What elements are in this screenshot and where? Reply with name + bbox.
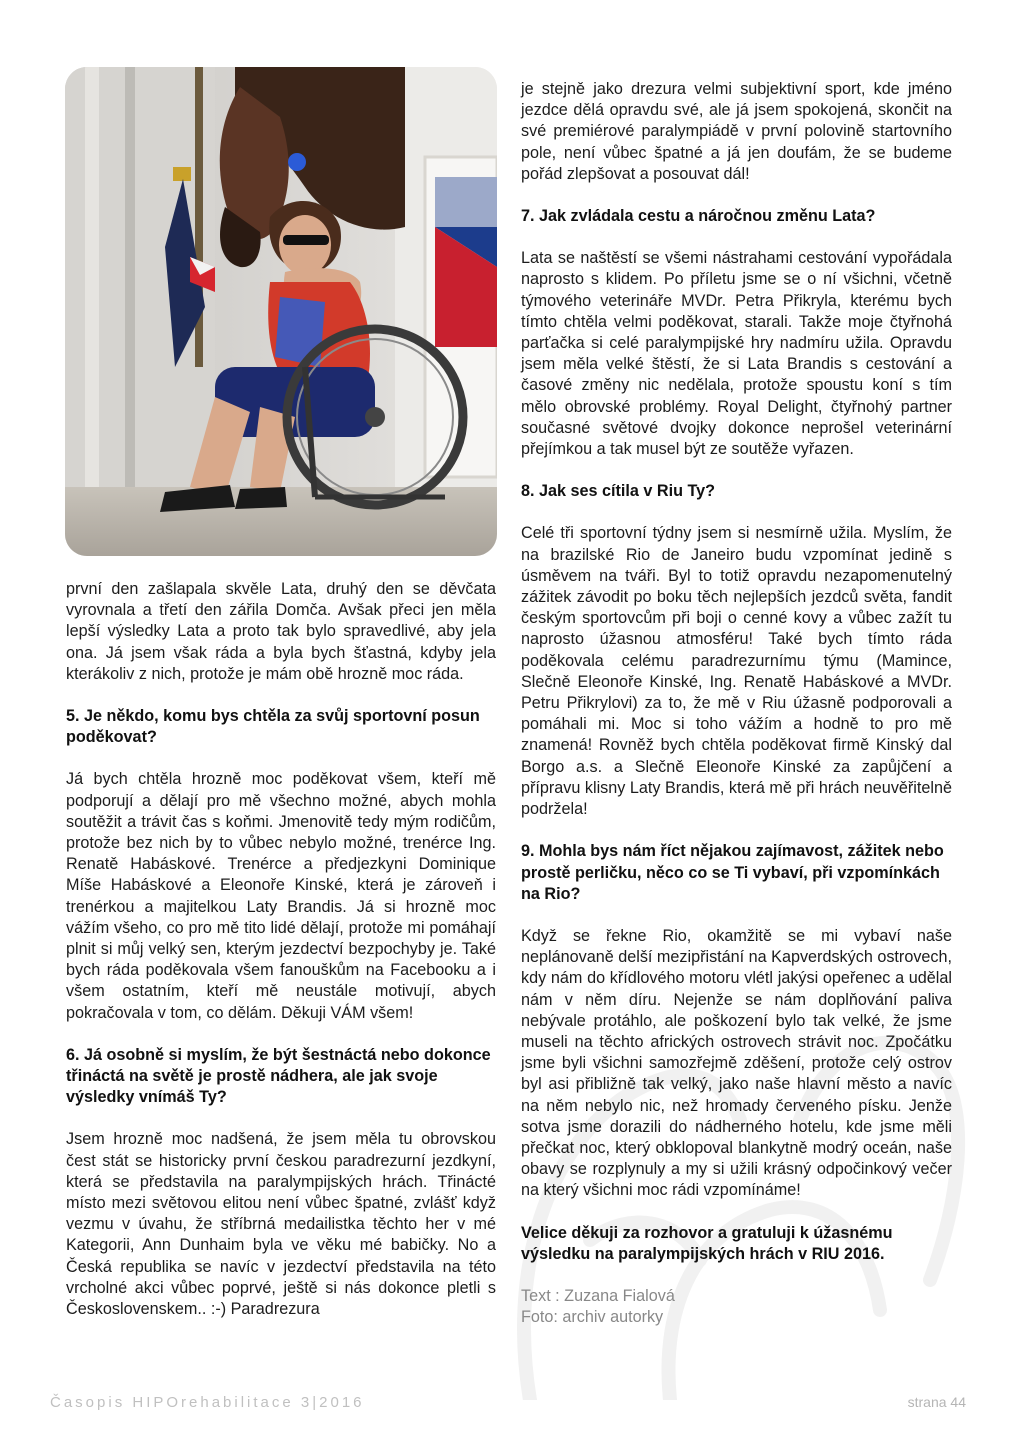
right-column (521, 79, 952, 1328)
answer-6-continued: je stejně jako drezura velmi subjektivní sport, kde jméno jezdce dělá opravdu své, ale já jsem spokojená, skončit na své premiérové paralympiádě v první polovině startovního pole, není vůbec špatné a já jen doufám, že se budeme pořád zlepšovat a posouvat dál! (521, 80, 952, 183)
left-column (66, 579, 496, 1341)
answer-8: Celé tři sportovní týdny jsem si nesmírně užila. Myslím, že na brazilské Rio de Janeiro budu vzpomínat jedině s úsměvem na tváři. Byl to totiž opravdu nezapomenutelný zážitek závodit po boku těch nejlepších jezdců světa, fandit českým sportovcům při boji o cenné kovy a vůbec zažít tu naprosto úžasnou atmosféru! Také bych tímto ráda poděkovala celému paradrezurnímu týmu (Mamince, Slečně Eleonoře Kinské, Ing. Renatě Habáskové a MVDr. Petru Přikrylovi) za to, že mě v Riu úžasně podporovali a pomáhali mi. Moc si toho vážím a hodně to pro mě znamená! Rovněž bych chtěla poděkovat firmě Kinský dal Borgo a.s. a Slečně Eleonoře Kinské za zapůjčení a přípravu klisny Laty Brandis, která mě při hrách neuvěřitelně podržela! (521, 524, 952, 819)
footer-magazine-title: Časopis HIPOrehabilitace 3|2016 (50, 1394, 365, 1411)
answer-5: Já bych chtěla hrozně moc poděkovat všem, kteří mě podporují a dělají pro mě všechno možné, abych mohla soutěžit a trávit čas s koňmi. Jmenovitě tedy mým rodičům, protože bez nich by to vůbec nebylo možné, trenérce Ing. Renatě Habáskové. Trenérce a předjezkyni Dominique Míše Habáskové a Eleonoře Kinské, která je zároveň i trenérkou a majitelkou Laty Brandis. Já si hrozně moc vážím všeho, co pro mě tito lidé dělají, protože mi pomáhají plnit si můj velký sen, kterým jezdectví bezpochyby je. Také bych ráda poděkovala všem fanouškům na Facebooku a i všem ostatním, kteří mě neustále motivují, abych pokračovala v tom, co dělám. Děkuji VÁM všem! (66, 770, 496, 1022)
question-5: 5. Je někdo, komu bys chtěla za svůj sportovní posun poděkovat? (66, 707, 480, 747)
paragraph-intro: první den zašlapala skvěle Lata, druhý den se děvčata vyrovnala a třetí den zářila Domča. Avšak přeci jen měla lepší výsledky Lata a proto tak bylo spravedlivé, aby jela ona. Já jsem však ráda a byla bych šťastná, kdyby jela kterákoliv z nich, protože je mám obě hrozně moc ráda. (66, 580, 496, 683)
closing-thanks: Velice děkuji za rozhovor a gratuluji k úžasnému výsledku na paralympijských hrách v RIU 2016. (521, 1223, 893, 1263)
answer-6: Jsem hrozně moc nadšená, že jsem měla tu obrovskou čest stát se historicky první českou paradrezurní jezdkyní, která se představila na paralympijských hrách. Třinácté místo mezi světovou elitou není vůbec špatné, zvlášť když vezmu v úvahu, že stříbrná medailistka těchto her v mé Kategorii, Ann Dunhaim byla ve věku mé babičky. No a Česká republika se navíc v jezdectví představila na této vrcholné akci vůbec poprvé, ještě si nás dokonce pletli s Československem.. :-) Paradrezura (66, 1130, 496, 1319)
question-8: 8. Jak ses cítila v Riu Ty? (521, 482, 716, 501)
answer-7: Lata se naštěstí se všemi nástrahami cestování vypořádala naprosto s klidem. Po příletu jsme se o ní všichni, včetně týmového veterináře MVDr. Petra Přikryla, kterému bych tímto chtěla velmi poděkovat, starali. Takže moje čtyřnohá parťačka si celé paralympijské hry nadmíru užila. Opravdu jsem měla velké štěstí, že si Lata Brandis s cestování a časové změny nic nedělala, protože spoustu koní s tím mělo obrovské problémy. Royal Delight, čtyřnohý partner současné světové dvojky dokonce neprošel veterinární přejímkou a tak musel být ze soutěže vyřazen. (521, 249, 952, 459)
footer-page-number: strana 44 (907, 1394, 966, 1410)
rider-with-horse-photo (65, 67, 497, 556)
answer-9: Když se řekne Rio, okamžitě se mi vybaví naše neplánovaně delší mezipřistání na Kapverdských ostrovech, kdy nám do křídlového motoru vlétl jakýsi opeřenec a udělal nám v něm díru. Nejenže se nám doplňování paliva nebývale protáhlo, ale poškození bylo tak velké, že jsme museli na těchto afrických ostrovech strávit noc. Zpočátku jsme byli všichni samozřejmě zděšení, protože celý ostrov byl asi přibližně tak velký, jako naše hlavní město a navíc na něm nebylo nic, než hromady červeného písku. Jenže sotva jsme dorazili do nádherného hotelu, kde jsme měli přečkat noc, který obklopoval blankytně modrý oceán, naše obavy se rozplynuly a my si užili krásný odpočinkový večer na který všichni moc rádi vzpomínáme! (521, 926, 953, 1200)
credit-text: Text : Zuzana Fialová (521, 1286, 675, 1305)
question-6: 6. Já osobně si myslím, že být šestnáctá nebo dokonce třináctá na světě je prostě nádhera, ale jak svoje výsledky vnímáš Ty? (66, 1045, 491, 1107)
question-7: 7. Jak zvládala cestu a náročnou změnu Lata? (521, 207, 876, 226)
credit-photo: Foto: archiv autorky (521, 1308, 664, 1327)
question-9: 9. Mohla bys nám říct nějakou zajímavost, zážitek nebo prostě perličku, něco co se Ti vybaví, při vzpomínkách na Rio? (521, 842, 944, 903)
